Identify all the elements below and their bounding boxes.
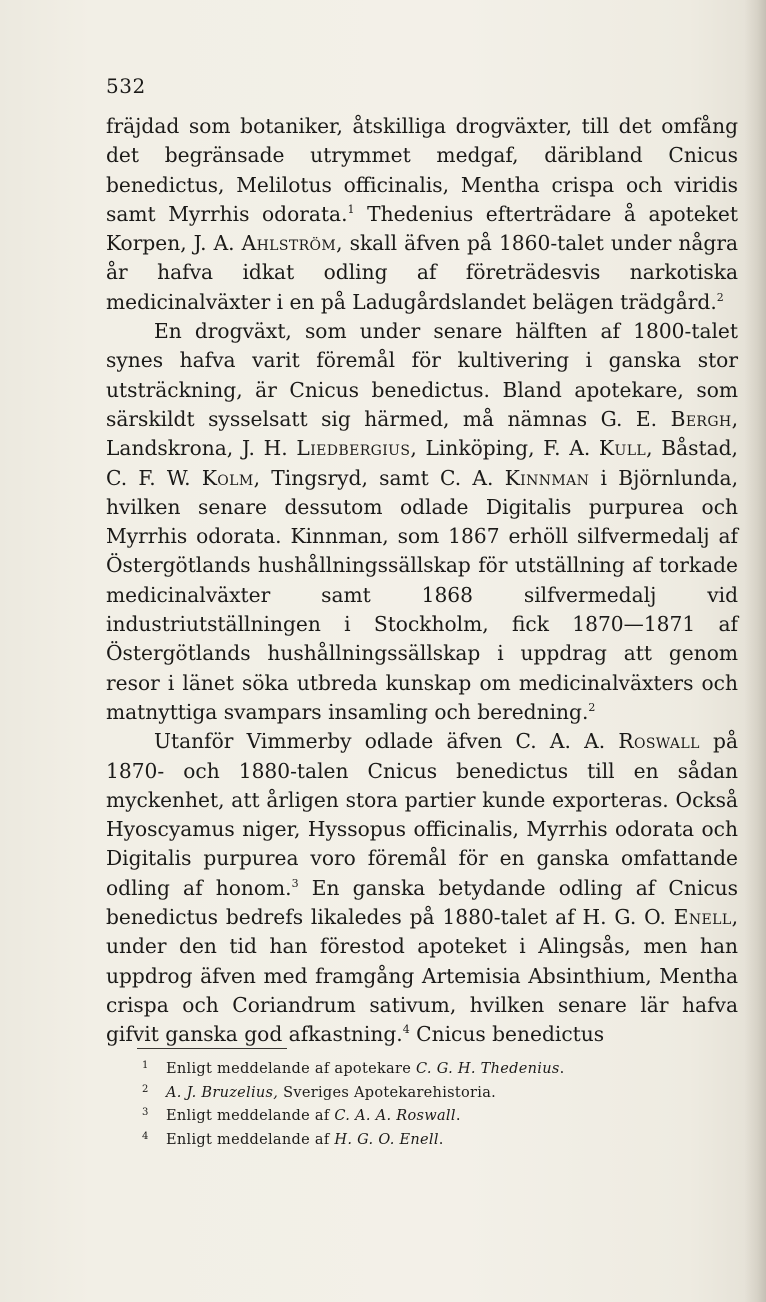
page-number: 532	[106, 74, 146, 98]
footnote-end: .	[455, 1108, 461, 1124]
text-span: , Tingsryd, samt C. A.	[253, 465, 505, 490]
footnote-text: Enligt meddelande af apotekare	[166, 1061, 417, 1077]
text-span: En ganska betydande odling af Cnicus benedictus bedrefs likaledes på 1880-talet af H. G. O.	[106, 875, 738, 930]
footnote-ref: 3	[291, 876, 299, 890]
footnote-end: .	[438, 1131, 444, 1148]
text-span: Thedenius efterträdare å apoteket Korpen, J. A.	[106, 201, 738, 256]
footnote-source: C. A. A. Roswall	[334, 1108, 456, 1124]
text-span: , under den tid han förestod apoteket i Alingsås, men han uppdrog äfven med framgång Artemisia Absinthium, Mentha crispa och Coriandrum sativum, hvilken senare lär hafva gifvit ganska god afkastning.	[106, 905, 738, 1047]
page-edge-shadow	[744, 0, 766, 1302]
footnote-divider	[137, 1048, 287, 1049]
person-name: Bergh	[670, 406, 732, 431]
person-name: Roswall	[618, 729, 700, 754]
footnote-marker: 4	[142, 1130, 149, 1142]
person-name: Ahlström	[241, 231, 337, 256]
footnote-end: Sveriges Apotekarehistoria.	[278, 1084, 497, 1101]
footnote-ref: 2	[716, 290, 724, 304]
footnote-text: Enligt meddelande af	[166, 1131, 335, 1148]
paragraph-3	[106, 727, 738, 1049]
paragraph-1	[106, 112, 738, 317]
paragraph-2	[106, 317, 738, 727]
text-span: En drogväxt, som under senare hälften af 1800-talet synes hafva varit föremål för kultivering i ganska stor utsträckning, är Cnicus benedictus. Bland apotekare, som särskildt sysselsatt sig härmed, må nämnas G. E.	[106, 319, 738, 431]
person-name: Kolm	[201, 465, 254, 490]
footnote-marker: 3	[142, 1107, 149, 1118]
footnote-end: .	[559, 1061, 565, 1077]
footnote-ref: 4	[402, 1023, 410, 1037]
footnote-4	[142, 1127, 702, 1151]
text-span: , Båstad, C. F. W.	[106, 436, 738, 490]
footnote-ref: 2	[588, 700, 596, 714]
footnote-text: Enligt meddelande af	[166, 1108, 335, 1124]
text-span: , Landskrona, J. H.	[106, 406, 738, 461]
person-name: Liedbergius	[296, 436, 411, 461]
footnote-2	[142, 1080, 702, 1104]
footnote-marker: 1	[142, 1060, 149, 1071]
footnote-source: H. G. O. Enell	[334, 1131, 439, 1148]
text-span: Cnicus benedictus	[409, 1022, 605, 1047]
footnote-1	[142, 1056, 702, 1080]
footnote-source: A. J. Bruzelius,	[166, 1084, 279, 1101]
text-span: i Björnlunda, hvilken senare dessutom odlade Digitalis purpurea och Myrrhis odorata. Kinnman, som 1867 erhöll silfvermedalj af Östergötlands hushållningssällskap för utställning af torkade medicinalväxter samt 1868 silfvermedalj vid industriutställningen i Stockholm, fick 1870—1871 af Östergötlands hushållningssällskap i uppdrag att genom resor i länet söka utbreda kunskap om medicinalväxters och matnyttiga svampars insamling och beredning.	[106, 465, 738, 724]
text-span: , skall äfven på 1860-talet under några år hafva idkat odling af företrädesvis narkotiska medicinalväxter i en på Ladugårdslandet belägen trädgård.	[106, 231, 739, 314]
person-name: Enell	[673, 905, 732, 930]
footnote-marker: 2	[142, 1083, 149, 1095]
footnote-source: C. G. H. Thedenius	[416, 1061, 560, 1077]
footnotes	[142, 1056, 702, 1150]
text-span: , Linköping, F. A.	[410, 436, 600, 461]
person-name: Kinnman	[504, 465, 590, 490]
body-text	[106, 112, 738, 1050]
footnote-ref: 1	[347, 202, 355, 216]
text-span: på 1870- och 1880-talen Cnicus benedictus till en sådan myckenhet, att årligen stora partier kunde exporteras. Också Hyoscyamus niger, Hyssopus officinalis, Myrrhis odorata och Digitalis purpurea voro föremål för en ganska omfattande odling af honom.	[106, 729, 738, 900]
person-name: Kull	[599, 436, 647, 461]
text-span: Utanför Vimmerby odlade äfven C. A. A.	[154, 729, 619, 754]
footnote-3	[142, 1103, 702, 1127]
text-span: fräjdad som botaniker, åtskilliga drogväxter, till det omfång det begränsade utrymmet medgaf, däribland Cnicus benedictus, Melilotus officinalis, Mentha crispa och viridis samt Myrrhis odorata.	[106, 114, 738, 226]
